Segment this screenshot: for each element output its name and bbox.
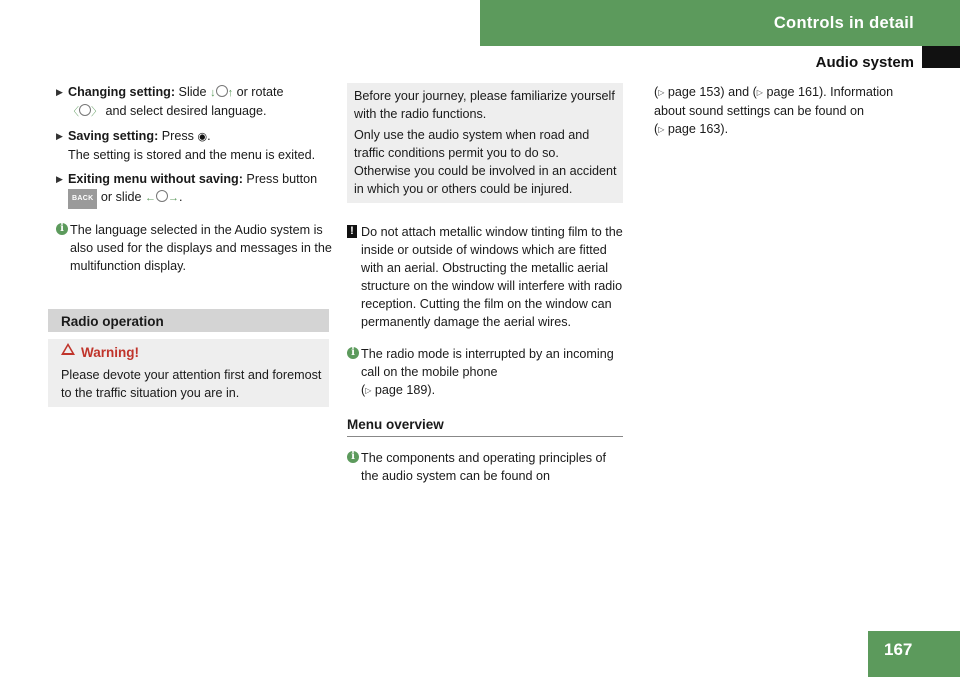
slide-controller-icon: ↓ ↑	[210, 87, 234, 99]
step-arrow-icon: ▶	[56, 131, 63, 141]
middle-column	[347, 83, 623, 485]
section-tab: Controls in detail	[480, 0, 960, 46]
page-ref-arrow-icon: ▷	[658, 88, 665, 97]
page-ref-arrow-icon: ▷	[658, 125, 665, 134]
info-icon: i	[347, 347, 359, 359]
info-note-components: i The components and operating principles of the audio system can be found on	[347, 449, 623, 485]
info-icon: i	[56, 223, 68, 235]
slide-left-right-icon: ← →	[145, 192, 180, 204]
step-arrow-icon: ▶	[56, 87, 63, 97]
step-exiting-menu: ▶ Exiting menu without saving: Press button BACK or slide ← →.	[56, 170, 332, 209]
warning-text: Please devote your attention first and foremost to the traffic situation you are in.	[61, 368, 322, 400]
warning-title: Warning!	[61, 344, 325, 362]
caution-note: ! Do not attach metallic window tinting film to the inside or outside of windows which are fitted with an aerial. Obstructing the metallic aerial structure on the window will interfere with radio reception. Cutting the film on the window can permanently damage the aerial wires.	[347, 223, 623, 331]
right-column: (▷ page 153) and (▷ page 161). Information about sound settings can be found on (▷ page 163).	[654, 85, 894, 136]
caution-icon: !	[347, 225, 357, 238]
back-button-icon: BACK	[68, 189, 97, 209]
press-controller-icon: ◉	[197, 131, 208, 143]
warning-icon	[61, 343, 75, 355]
radio-section	[48, 309, 329, 407]
warning-box	[48, 339, 329, 407]
info-note-language: i The language selected in the Audio system is also used for the displays and messages in the multifunction display.	[56, 221, 332, 275]
step-saving-setting: ▶ Saving setting: Press ◉. The setting is stored and the menu is exited.	[56, 129, 316, 162]
page-number: 167	[868, 631, 960, 677]
page-ref-arrow-icon: ▷	[756, 88, 763, 97]
rotate-controller-icon: 〈 〉	[68, 106, 102, 118]
radio-operation-header: Radio operation	[48, 309, 329, 332]
subsection-title: Audio system	[815, 54, 914, 71]
header-marker	[922, 46, 960, 68]
info-note-radio: i The radio mode is interrupted by an incoming call on the mobile phone (▷ page 189).	[347, 345, 623, 400]
step-arrow-icon: ▶	[56, 174, 63, 184]
menu-overview-header: Menu overview	[347, 416, 623, 437]
step-changing-setting: ▶ Changing setting: Slide ↓ ↑ or rotate 〈 〉 and select desired language.	[56, 83, 332, 121]
left-column	[56, 83, 332, 275]
info-icon: i	[347, 451, 359, 463]
warning-continuation-box: Before your journey, please familiarize yourself with the radio functions. Only use the audio system when road and traffic conditions permit you to do so. Otherwise you could be involved in an accident in which you or others could be injured.	[347, 83, 623, 203]
page-ref-arrow-icon: ▷	[365, 386, 372, 395]
